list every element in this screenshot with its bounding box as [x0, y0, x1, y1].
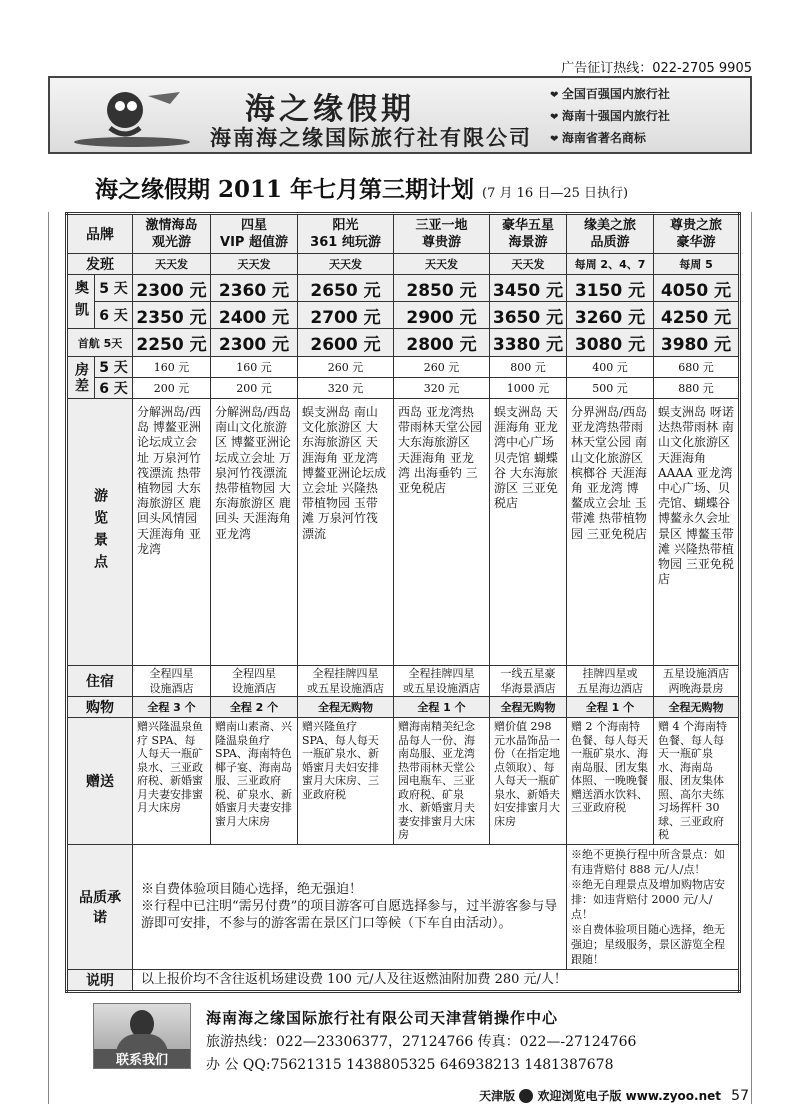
honors-list	[550, 84, 670, 150]
label-room-5day: 5 天	[95, 357, 133, 378]
product-ps-cell: 2300 元	[211, 329, 298, 357]
product-r6-cell: 320 元	[394, 378, 490, 399]
product-shopping-cell: 全程无购物	[490, 697, 567, 718]
label-room: 房差	[67, 357, 95, 399]
product-p6-cell: 2900 元	[394, 302, 490, 329]
product-shopping-cell: 全程 3 个	[133, 697, 211, 718]
product-p6-cell: 2350 元	[133, 302, 211, 329]
quality-side-item: ※自费体验项目随心选择，绝无强迫；星级服务，景区游览全程跟随！	[571, 922, 725, 966]
footer-hotline: 旅游热线：022—23306377，27124766 传真：022—-27124766	[206, 1033, 637, 1050]
product-sights-cell: 西岛 亚龙湾热带雨林天堂公园 大东海旅游区 天涯海角 亚龙湾 出海垂钓 三亚免税店	[394, 399, 490, 666]
price-note: 以上报价均不含往返机场建设费 100 元/人及往返燃油附加费 280 元/人！	[133, 969, 740, 991]
product-ps-cell: 2250 元	[133, 329, 211, 357]
product-sights-cell: 蜈支洲岛 呀诺达热带雨林 南山文化旅游区 天涯海角 AAAA 亚龙湾中心广场、贝壳馆、蝴蝶谷 博鳌永久会址景区 博鳌玉带滩 兴隆热带植物园 三亚免税店	[654, 399, 740, 666]
quality-item: ※自费体验项目随心选择，绝无强迫！	[141, 882, 363, 897]
product-p5-cell: 2650 元	[298, 275, 394, 302]
product-shopping-cell: 全程 1 个	[394, 697, 490, 718]
product-depart-cell: 天天发	[133, 254, 211, 275]
honor-item: ❤ 海南省著名商标	[550, 131, 646, 145]
product-depart-cell: 天天发	[490, 254, 567, 275]
header-banner	[48, 76, 752, 154]
label-room-6day: 6 天	[95, 378, 133, 399]
product-gift-cell: 赠海南精美纪念品每人一份、海南岛服、亚龙湾热带雨林天堂公园电瓶车、三亚政府税、矿泉水、新婚蜜月夫妻安排蜜月大床房	[394, 718, 490, 845]
product-r6-cell: 200 元	[133, 378, 211, 399]
product-hotel-cell: 挂牌四星或 五星海边酒店	[567, 666, 654, 697]
product-p6-cell: 2400 元	[211, 302, 298, 329]
product-hotel-cell: 五星设施酒店 两晚海景房	[654, 666, 740, 697]
product-name-cell: 豪华五星 海景游	[490, 214, 567, 254]
product-gift-cell: 赠兴隆温泉鱼疗 SPA、每人每天一瓶矿泉水、三亚政府税、新婚蜜月夫妻安排蜜月大床房	[133, 718, 211, 845]
product-depart-cell: 天天发	[394, 254, 490, 275]
product-depart-cell: 每周 2、4、7	[567, 254, 654, 275]
label-shopping: 购物	[67, 697, 133, 718]
product-p5-cell: 3450 元	[490, 275, 567, 302]
product-name-cell: 激情海岛 观光游	[133, 214, 211, 254]
label-gift: 赠送	[67, 718, 133, 845]
product-r6-cell: 1000 元	[490, 378, 567, 399]
product-r5-cell: 160 元	[211, 357, 298, 378]
product-name-cell: 四星 VIP 超值游	[211, 214, 298, 254]
product-hotel-cell: 全程挂牌四星 或五星设施酒店	[298, 666, 394, 697]
product-name-cell: 三亚一地 尊贵游	[394, 214, 490, 254]
product-ps-cell: 3080 元	[567, 329, 654, 357]
edition-label: 天津版	[479, 1088, 516, 1103]
product-r5-cell: 160 元	[133, 357, 211, 378]
label-shouhang: 首航 5天	[67, 329, 133, 357]
product-r6-cell: 500 元	[567, 378, 654, 399]
product-name-cell: 缘美之旅 品质游	[567, 214, 654, 254]
contact-photo	[93, 1003, 191, 1069]
contact-us-label: 联系我们	[94, 1049, 190, 1068]
product-r5-cell: 260 元	[298, 357, 394, 378]
product-shopping-cell: 全程 2 个	[211, 697, 298, 718]
product-p5-cell: 3150 元	[567, 275, 654, 302]
product-hotel-cell: 一线五星豪 华海景酒店	[490, 666, 567, 697]
brand-name: 海之缘假期	[245, 92, 415, 127]
quality-item: ※行程中已注明“需另付费”的项目游客可自愿选择参与，过半游客参与导游即可安排，不参与的游客需在景区门口等候（下车自由活动）。	[141, 899, 558, 931]
product-r6-cell: 200 元	[211, 378, 298, 399]
product-hotel-cell: 全程四星 设施酒店	[211, 666, 298, 697]
product-name-cell: 尊贵之旅 豪华游	[654, 214, 740, 254]
label-okay: 奥凯	[67, 275, 95, 329]
page-footer	[49, 1087, 751, 1104]
product-depart-cell: 每周 5	[654, 254, 740, 275]
page-frame	[48, 212, 752, 1104]
product-p6-cell: 3260 元	[567, 302, 654, 329]
product-sights-cell: 蜈支洲岛 南山文化旅游区 大东海旅游区 天涯海角 亚龙湾 博鳌亚洲论坛成立会址 兴隆热带植物园 玉带滩 万泉河竹筏漂流	[298, 399, 394, 666]
footer-contact	[49, 1003, 751, 1083]
welcome-text: 欢迎浏览电子版 www.zyoo.net	[537, 1088, 721, 1103]
product-p6-cell: 4250 元	[654, 302, 740, 329]
product-r5-cell: 400 元	[567, 357, 654, 378]
label-6day: 6 天	[95, 302, 133, 329]
product-r6-cell: 320 元	[298, 378, 394, 399]
honor-item: ❤ 全国百强国内旅行社	[550, 87, 670, 101]
product-r5-cell: 260 元	[394, 357, 490, 378]
quality-main	[133, 844, 567, 969]
product-ps-cell: 2800 元	[394, 329, 490, 357]
footer-company: 海南海之缘国际旅行社有限公司天津营销操作中心	[206, 1008, 559, 1027]
honor-item: ❤ 海南十强国内旅行社	[550, 109, 670, 123]
footer-qq: 办 公 QQ:75621315 1438805325 646938213 1481387678	[206, 1056, 614, 1073]
product-p5-cell: 4050 元	[654, 275, 740, 302]
product-shopping-cell: 全程 1 个	[567, 697, 654, 718]
label-5day: 5 天	[95, 275, 133, 302]
product-sights-cell: 蜈支洲岛 天涯海角 亚龙湾中心广场 贝壳馆 蝴蝶谷 大东海旅游区 三亚免税店	[490, 399, 567, 666]
product-sights-cell: 分解洲岛/西岛 博鳌亚洲论坛成立会址 万泉河竹筏漂流 热带植物园 大东海旅游区 鹿回头风情园 天涯海角 亚龙湾	[133, 399, 211, 666]
itinerary-table	[65, 212, 741, 993]
product-ps-cell: 3980 元	[654, 329, 740, 357]
company-name: 海南海之缘国际旅行社有限公司	[210, 126, 532, 150]
ad-hotline: 广告征订热线：022-2705 9905	[561, 61, 752, 76]
product-shopping-cell: 全程无购物	[298, 697, 394, 718]
quality-side-item: ※绝无自理景点及增加购物店安排：如违背赔付 2000 元/人/点！	[571, 877, 725, 921]
product-gift-cell: 赠兴隆鱼疗 SPA、每人每天一瓶矿泉水、新婚蜜月夫妇安排蜜月大床房、三亚政府税	[298, 718, 394, 845]
title-note: (7 月 16 日—25 日执行)	[482, 186, 629, 201]
product-p5-cell: 2300 元	[133, 275, 211, 302]
edition-logo-icon	[519, 1089, 533, 1103]
page-number: 57	[731, 1087, 749, 1104]
product-p5-cell: 2360 元	[211, 275, 298, 302]
quality-side-item: ※绝不更换行程中所含景点：如有违背赔付 888 元/人/点！	[571, 847, 725, 876]
quality-side	[567, 844, 740, 969]
product-gift-cell: 赠价值 298 元水晶饰品一份（在指定地点领取）、每人每天一瓶矿泉水、新婚夫妇安排蜜月大床房	[490, 718, 567, 845]
product-sights-cell: 分解洲岛/西岛 南山文化旅游区 博鳌亚洲论坛成立会址 万泉河竹筏漂流 热带植物园 大东海旅游区 鹿回头 天涯海角 亚龙湾	[211, 399, 298, 666]
label-quality: 品质承诺	[67, 844, 133, 969]
product-p5-cell: 2850 元	[394, 275, 490, 302]
product-gift-cell: 赠 2 个海南特色餐、每人每天一瓶矿泉水、海南岛服、团友集体照、一晚晚餐赠送酒水饮料、三亚政府税	[567, 718, 654, 845]
product-gift-cell: 赠南山素斋、兴隆温泉鱼疗SPA、海南特色椰子宴、海南岛服、三亚政府税、矿泉水、新婚蜜月夫妻安排蜜月大床房	[211, 718, 298, 845]
label-brand: 品牌	[67, 214, 133, 254]
product-shopping-cell: 全程无购物	[654, 697, 740, 718]
product-ps-cell: 3380 元	[490, 329, 567, 357]
product-depart-cell: 天天发	[298, 254, 394, 275]
product-p6-cell: 3650 元	[490, 302, 567, 329]
product-sights-cell: 分界洲岛/西岛 亚龙湾热带雨林天堂公园 南山文化旅游区 槟榔谷 天涯海角 亚龙湾 博鳌成立会址 玉带滩 热带植物园 三亚免税店	[567, 399, 654, 666]
product-r6-cell: 880 元	[654, 378, 740, 399]
product-hotel-cell: 全程挂牌四星 或五星设施酒店	[394, 666, 490, 697]
product-p6-cell: 2700 元	[298, 302, 394, 329]
product-name-cell: 阳光 361 纯玩游	[298, 214, 394, 254]
label-hotel: 住宿	[67, 666, 133, 697]
product-depart-cell: 天天发	[211, 254, 298, 275]
product-gift-cell: 赠 4 个海南特色餐、每人每天一瓶矿泉水、海南岛服、团友集体照、高尔夫练习场挥杆 30 球、三亚政府税	[654, 718, 740, 845]
label-depart: 发班	[67, 254, 133, 275]
label-note: 说明	[67, 969, 133, 991]
product-r5-cell: 680 元	[654, 357, 740, 378]
mascot-logo-icon	[70, 84, 200, 150]
product-r5-cell: 800 元	[490, 357, 567, 378]
product-ps-cell: 2600 元	[298, 329, 394, 357]
label-tour: 游览景点	[67, 399, 133, 666]
title-text: 海之缘假期 2011 年七月第三期计划	[95, 176, 475, 203]
page-title	[95, 171, 628, 204]
product-hotel-cell: 全程四星 设施酒店	[133, 666, 211, 697]
